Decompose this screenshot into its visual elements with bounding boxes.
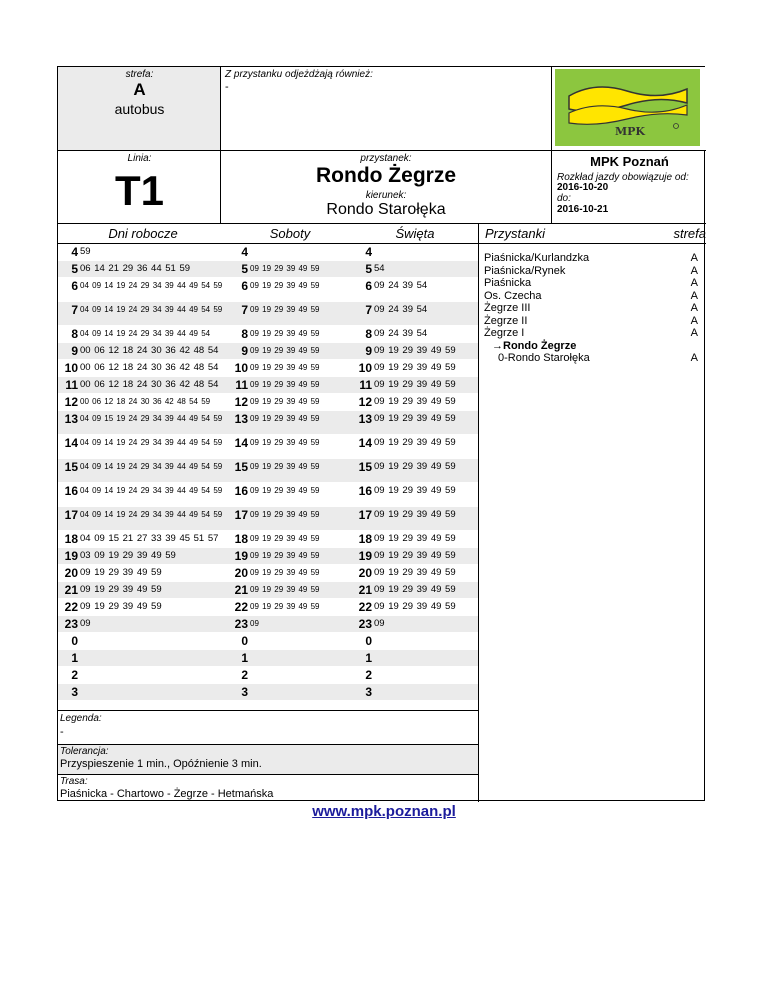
hour-number: 6 [241, 279, 248, 293]
minutes: 03 09 19 29 39 49 59 [80, 550, 176, 561]
hour-number: 9 [365, 344, 372, 358]
minutes: 04 09 14 19 24 29 34 39 44 49 54 59 [80, 462, 223, 471]
minutes: 09 19 29 39 49 59 [374, 485, 456, 496]
holiday-hour-row [352, 582, 478, 599]
stop-item [478, 302, 706, 315]
hour-number: 11 [235, 378, 248, 392]
saturday-column [228, 244, 352, 701]
minutes: 09 19 29 39 49 59 [250, 380, 320, 389]
operator-box [551, 151, 706, 224]
minutes: 04 09 15 21 27 33 39 45 51 57 [80, 533, 219, 544]
hour-number: 2 [365, 668, 372, 682]
holiday-hour-row [352, 326, 478, 343]
minutes: 09 19 29 39 49 59 [374, 345, 456, 356]
minutes: 09 19 29 39 49 59 [250, 585, 320, 594]
saturday-hour-row [228, 684, 352, 701]
route-label: Trasa: [60, 776, 88, 787]
holiday-hour-row [352, 360, 478, 377]
saturday-hour-row [228, 411, 352, 435]
operator-name: MPK Poznań [590, 154, 669, 169]
valid-from: 2016-10-20 [557, 182, 609, 193]
hour-number: 4 [365, 245, 372, 259]
holiday-hour-row [352, 394, 478, 411]
minutes [250, 684, 350, 687]
hour-number: 12 [358, 395, 372, 409]
holiday-header: Święta [352, 224, 478, 244]
saturday-hour-row [228, 650, 352, 667]
hour-number: 22 [234, 600, 248, 614]
legend-label: Legenda: [60, 713, 102, 724]
zone-header-label: strefa [673, 226, 706, 241]
minutes [374, 244, 476, 247]
hour-number: 22 [358, 600, 372, 614]
hour-number: 5 [241, 262, 248, 276]
minutes: 04 09 14 19 24 29 34 39 44 49 54 59 [80, 281, 223, 290]
saturday-hour-row [228, 599, 352, 616]
weekdays-hour-row [58, 435, 228, 459]
minutes: 09 19 29 39 49 59 [250, 346, 320, 355]
hour-number: 15 [358, 460, 372, 474]
hour-number: 17 [64, 508, 78, 522]
stop-name: 0-Rondo Starołęka [498, 352, 590, 364]
saturday-hour-row [228, 360, 352, 377]
hour-number: 8 [365, 327, 372, 341]
holiday-hour-row [352, 302, 478, 326]
stop-item [478, 315, 706, 328]
hour-number: 16 [358, 484, 372, 498]
footer-link[interactable]: www.mpk.poznan.pl [312, 803, 456, 820]
holiday-hour-row [352, 244, 478, 261]
hour-number: 20 [358, 566, 372, 580]
minutes: 09 19 29 39 49 59 [374, 601, 456, 612]
hour-number: 10 [358, 361, 372, 375]
stop-item [478, 340, 706, 353]
hour-number: 6 [365, 279, 372, 293]
minutes [374, 633, 476, 636]
mpk-logo-icon [555, 69, 700, 146]
hour-number: 23 [64, 617, 78, 631]
holiday-hour-row [352, 261, 478, 278]
svg-text:MPK: MPK [614, 125, 646, 138]
minutes: 09 19 29 39 49 59 [250, 568, 320, 577]
stop-box [221, 151, 551, 224]
hour-number: 10 [64, 361, 78, 375]
minutes: 09 [250, 619, 259, 628]
holiday-hour-row [352, 599, 478, 616]
stop-name: Os. Czecha [484, 289, 542, 302]
weekdays-hour-row [58, 244, 228, 261]
hour-number: 7 [71, 303, 78, 317]
weekdays-hour-row [58, 650, 228, 667]
saturday-hour-row [228, 633, 352, 650]
stop-name: Żegrze I [484, 327, 525, 339]
stops-header-label: Przystanki [485, 226, 545, 241]
saturday-hour-row [228, 459, 352, 483]
minutes: 09 19 29 39 49 59 [250, 363, 320, 372]
hour-number: 21 [234, 583, 248, 597]
stop-zone: A [690, 277, 698, 289]
weekdays-hour-row [58, 326, 228, 343]
holiday-hour-row [352, 565, 478, 582]
stop-name: Żegrze II [484, 314, 528, 327]
hour-number: 21 [64, 583, 78, 597]
hour-number: 2 [241, 668, 248, 682]
minutes: 09 19 29 39 49 59 [250, 462, 320, 471]
saturday-hour-row [228, 244, 352, 261]
hour-number: 9 [241, 344, 248, 358]
stop-name: Piaśnicka [484, 277, 532, 289]
stop-zone: A [690, 352, 698, 364]
line-label: Linia: [127, 153, 152, 164]
holiday-hour-row [352, 650, 478, 667]
stop-zone: A [690, 327, 698, 339]
minutes: 04 09 15 19 24 29 34 39 44 49 54 59 [80, 414, 223, 423]
saturday-hour-row [228, 326, 352, 343]
zone-value: A [133, 80, 146, 99]
weekdays-hour-row [58, 582, 228, 599]
minutes: 09 19 29 39 49 59 [250, 414, 320, 423]
holiday-hour-row [352, 667, 478, 684]
stops-list [478, 244, 706, 365]
holiday-hour-row [352, 507, 478, 531]
minutes: 00 06 12 18 24 30 36 42 48 54 [80, 345, 219, 356]
hour-number: 1 [365, 651, 372, 665]
minutes [80, 684, 226, 687]
weekdays-hour-row [58, 459, 228, 483]
hour-number: 16 [64, 484, 78, 498]
minutes [374, 684, 476, 687]
minutes: 09 19 29 39 49 59 [250, 329, 320, 338]
minutes: 00 06 12 18 24 30 36 42 48 54 [80, 379, 219, 390]
hour-number: 3 [241, 685, 248, 699]
hour-number: 15 [64, 460, 78, 474]
hour-number: 3 [71, 685, 78, 699]
other-lines-label: Z przystanku odjeżdżają również: [225, 69, 373, 80]
minutes [80, 667, 226, 670]
hour-number: 1 [241, 651, 248, 665]
zone-label: strefa: [125, 69, 154, 80]
stop-zone: A [690, 252, 698, 264]
holiday-column [352, 244, 478, 701]
minutes: 09 19 29 39 49 59 [250, 305, 320, 314]
hour-number: 19 [358, 549, 372, 563]
minutes: 09 24 39 54 [374, 304, 428, 315]
minutes: 09 19 29 39 49 59 [250, 281, 320, 290]
weekdays-column [58, 244, 228, 701]
saturday-hour-row [228, 582, 352, 599]
stop-item [478, 277, 706, 290]
hour-number: 14 [234, 436, 248, 450]
hour-number: 7 [365, 303, 372, 317]
hour-number: 17 [358, 508, 372, 522]
weekdays-header: Dni robocze [58, 224, 228, 244]
hour-number: 23 [358, 617, 372, 631]
stop-item [478, 265, 706, 278]
stops-header [478, 224, 706, 244]
saturday-hour-row [228, 394, 352, 411]
stop-item [478, 290, 706, 303]
minutes: 09 [374, 618, 385, 629]
saturday-hour-row [228, 667, 352, 684]
minutes: 09 19 29 39 49 59 [374, 362, 456, 373]
hour-number: 1 [71, 651, 78, 665]
stop-name: →Rondo Żegrze [492, 339, 577, 352]
stop-label: przystanek: [360, 153, 412, 164]
minutes: 09 19 29 39 49 59 [374, 550, 456, 561]
minutes: 04 09 14 19 24 29 34 39 44 49 54 59 [80, 486, 223, 495]
timetable-sheet [57, 66, 705, 801]
minutes [250, 667, 350, 670]
minutes: 54 [374, 263, 385, 274]
minutes: 09 19 29 39 49 59 [250, 264, 320, 273]
weekdays-hour-row [58, 616, 228, 633]
minutes: 09 24 39 54 [374, 328, 428, 339]
saturday-hour-row [228, 616, 352, 633]
minutes [250, 650, 350, 653]
minutes: 09 19 29 39 49 59 [250, 438, 320, 447]
saturday-hour-row [228, 507, 352, 531]
minutes: 06 14 21 29 36 44 51 59 [80, 263, 191, 274]
minutes: 04 09 14 19 24 29 34 39 44 49 54 59 [80, 510, 223, 519]
hour-number: 11 [65, 378, 78, 392]
minutes: 59 [80, 246, 91, 257]
tolerance-box [58, 744, 478, 774]
saturday-hour-row [228, 302, 352, 326]
hour-number: 8 [241, 327, 248, 341]
hour-number: 0 [71, 634, 78, 648]
hour-number: 8 [71, 327, 78, 341]
logo-box [551, 67, 706, 151]
tolerance-label: Tolerancja: [60, 746, 109, 757]
weekdays-hour-row [58, 531, 228, 548]
saturday-hour-row [228, 531, 352, 548]
minutes: 00 06 12 18 24 30 36 42 48 54 [80, 362, 219, 373]
hour-number: 14 [64, 436, 78, 450]
minutes: 09 19 29 39 49 59 [250, 534, 320, 543]
hour-number: 18 [64, 532, 78, 546]
minutes: 09 19 29 39 49 59 [374, 533, 456, 544]
saturday-hour-row [228, 548, 352, 565]
hour-number: 19 [64, 549, 78, 563]
weekdays-hour-row [58, 684, 228, 701]
weekdays-hour-row [58, 633, 228, 650]
holiday-hour-row [352, 633, 478, 650]
hour-number: 14 [358, 436, 372, 450]
hour-number: 4 [241, 245, 248, 259]
minutes: 09 19 29 39 49 59 [250, 551, 320, 560]
hour-number: 7 [241, 303, 248, 317]
minutes: 09 19 29 39 49 59 [374, 379, 456, 390]
hour-number: 13 [234, 412, 248, 426]
hour-number: 5 [71, 262, 78, 276]
minutes: 09 19 29 39 49 59 [250, 397, 320, 406]
saturday-hour-row [228, 483, 352, 507]
legend-box [58, 710, 478, 744]
weekdays-hour-row [58, 599, 228, 616]
mpk-logo [555, 69, 700, 146]
saturday-hour-row [228, 377, 352, 394]
holiday-hour-row [352, 377, 478, 394]
hour-number: 13 [358, 412, 372, 426]
saturday-hour-row [228, 565, 352, 582]
minutes [250, 244, 350, 247]
holiday-hour-row [352, 343, 478, 360]
minutes: 04 09 14 19 24 29 34 39 44 49 54 [80, 329, 211, 338]
minutes: 09 19 29 39 49 59 [80, 567, 162, 578]
valid-from-label: Rozkład jazdy obowiązuje od: [557, 172, 689, 183]
minutes: 09 19 29 39 49 59 [374, 461, 456, 472]
holiday-hour-row [352, 435, 478, 459]
holiday-hour-row [352, 616, 478, 633]
vehicle-type: autobus [114, 101, 165, 117]
legend-value: - [60, 726, 64, 738]
hour-number: 22 [64, 600, 78, 614]
minutes: 09 19 29 39 49 59 [374, 567, 456, 578]
hour-number: 12 [64, 395, 78, 409]
minutes [374, 667, 476, 670]
hour-number: 0 [241, 634, 248, 648]
tolerance-value: Przyspieszenie 1 min., Opóźnienie 3 min. [60, 758, 262, 770]
stop-name: Rondo Żegrze [316, 164, 456, 187]
holiday-hour-row [352, 531, 478, 548]
stop-name: Żegrze III [484, 302, 531, 314]
saturday-hour-row [228, 435, 352, 459]
weekdays-hour-row [58, 548, 228, 565]
weekdays-hour-row [58, 302, 228, 326]
weekdays-hour-row [58, 377, 228, 394]
minutes [80, 650, 226, 653]
weekdays-hour-row [58, 360, 228, 377]
holiday-hour-row [352, 483, 478, 507]
weekdays-hour-row [58, 278, 228, 302]
stop-zone: A [690, 289, 698, 302]
holiday-hour-row [352, 411, 478, 435]
direction-label: kierunek: [365, 190, 407, 201]
minutes [250, 633, 350, 636]
minutes [80, 633, 226, 636]
weekdays-hour-row [58, 565, 228, 582]
weekdays-hour-row [58, 261, 228, 278]
other-lines-value: - [225, 81, 229, 93]
hour-number: 12 [234, 395, 248, 409]
hour-number: 3 [365, 685, 372, 699]
hour-number: 2 [71, 668, 78, 682]
holiday-hour-row [352, 459, 478, 483]
weekdays-hour-row [58, 483, 228, 507]
hour-number: 16 [234, 484, 248, 498]
hour-number: 20 [64, 566, 78, 580]
minutes: 09 19 29 39 49 59 [374, 396, 456, 407]
minutes: 09 19 29 39 49 59 [250, 602, 320, 611]
stop-item [478, 252, 706, 265]
minutes [374, 650, 476, 653]
minutes: 09 [80, 618, 91, 629]
minutes: 09 19 29 39 49 59 [374, 509, 456, 520]
zone-box [58, 67, 221, 151]
hour-number: 21 [358, 583, 372, 597]
minutes: 04 09 14 19 24 29 34 39 44 49 54 59 [80, 305, 223, 314]
route-box [58, 774, 478, 802]
holiday-hour-row [352, 278, 478, 302]
weekdays-hour-row [58, 507, 228, 531]
holiday-hour-row [352, 548, 478, 565]
saturday-hour-row [228, 278, 352, 302]
hour-number: 20 [234, 566, 248, 580]
hour-number: 5 [365, 262, 372, 276]
minutes: 09 19 29 39 49 59 [80, 584, 162, 595]
minutes: 09 24 39 54 [374, 280, 428, 291]
valid-to-label: do: [557, 193, 571, 204]
route-value: Piaśnicka - Chartowo - Żegrze - Hetmańska [60, 788, 274, 800]
hour-number: 10 [234, 361, 248, 375]
stop-name: Piaśnicka/Kurlandzka [484, 252, 590, 264]
hour-number: 15 [234, 460, 248, 474]
weekdays-hour-row [58, 394, 228, 411]
other-lines-box [221, 67, 551, 151]
minutes: 09 19 29 39 49 59 [374, 413, 456, 424]
minutes: 09 19 29 39 49 59 [250, 486, 320, 495]
stop-item [478, 352, 706, 365]
minutes: 09 19 29 39 49 59 [374, 437, 456, 448]
valid-to: 2016-10-21 [557, 204, 609, 215]
hour-number: 13 [64, 412, 78, 426]
hour-number: 9 [71, 344, 78, 358]
stop-item [478, 327, 706, 340]
minutes: 00 06 12 18 24 30 36 42 48 54 59 [80, 397, 211, 406]
hour-number: 0 [365, 634, 372, 648]
line-box [58, 151, 221, 224]
minutes: 09 19 29 39 49 59 [80, 601, 162, 612]
line-number: T1 [114, 167, 164, 214]
minutes: 09 19 29 39 49 59 [250, 510, 320, 519]
saturday-hour-row [228, 343, 352, 360]
hour-number: 18 [234, 532, 248, 546]
direction-name: Rondo Starołęka [326, 201, 446, 218]
weekdays-hour-row [58, 667, 228, 684]
hour-number: 6 [71, 279, 78, 293]
weekdays-hour-row [58, 411, 228, 435]
saturday-header: Soboty [228, 224, 352, 244]
hour-number: 19 [234, 549, 248, 563]
stop-zone: A [690, 264, 698, 277]
hour-number: 23 [234, 617, 248, 631]
holiday-hour-row [352, 684, 478, 701]
hour-number: 11 [359, 378, 372, 392]
hour-number: 17 [234, 508, 248, 522]
hour-number: 4 [71, 245, 78, 259]
stop-zone: A [690, 302, 698, 314]
stop-name: Piaśnicka/Rynek [484, 264, 566, 277]
minutes: 04 09 14 19 24 29 34 39 44 49 54 59 [80, 438, 223, 447]
minutes: 09 19 29 39 49 59 [374, 584, 456, 595]
weekdays-hour-row [58, 343, 228, 360]
hour-number: 18 [358, 532, 372, 546]
stop-zone: A [690, 314, 698, 327]
saturday-hour-row [228, 261, 352, 278]
